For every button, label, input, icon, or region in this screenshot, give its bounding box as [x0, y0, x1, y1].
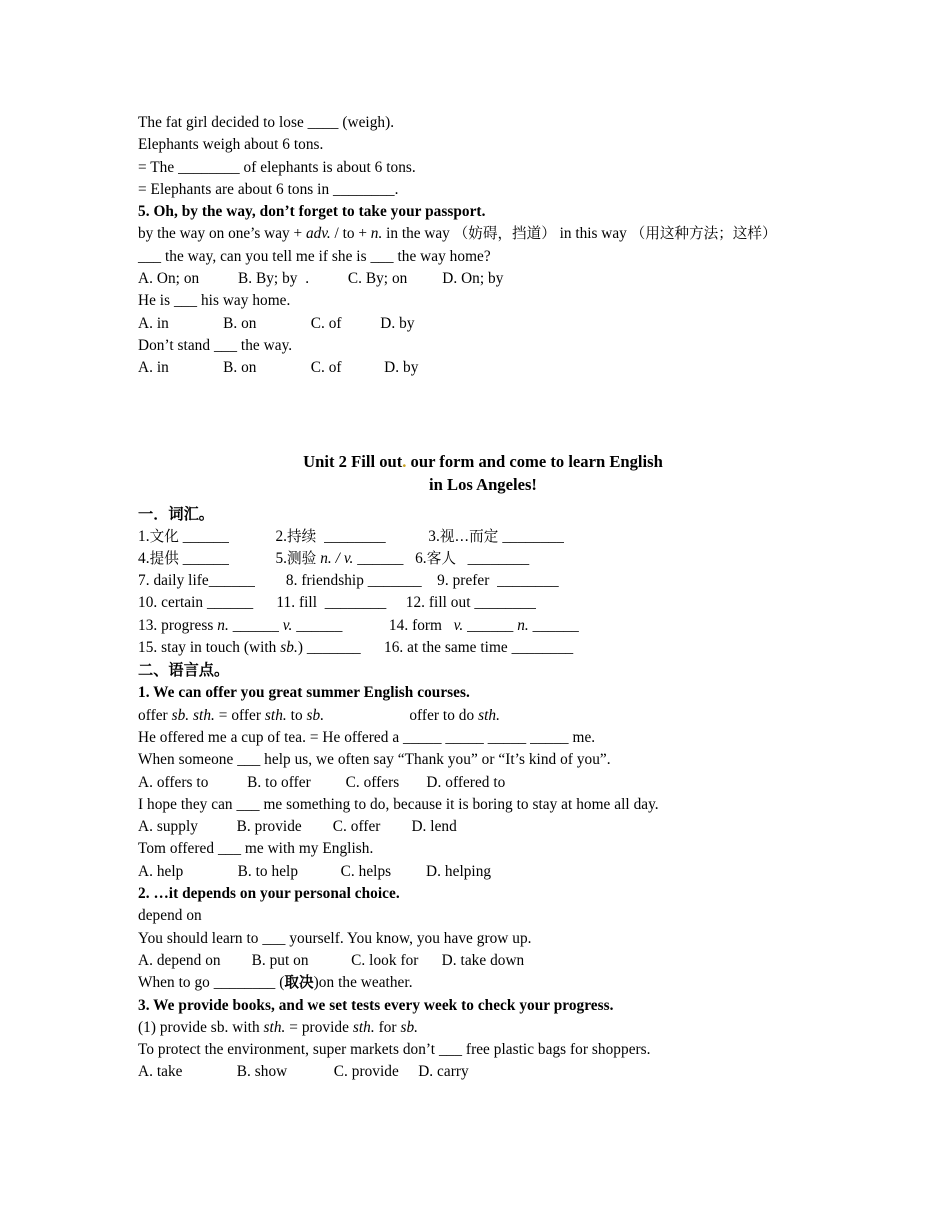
- phrase-gloss-cn: （妨碍，挡道）: [453, 225, 556, 243]
- vocab-text: 13. progress: [138, 616, 218, 634]
- abbr-n: n.: [370, 225, 383, 243]
- point-5-heading: 5. Oh, by the way, don’t forget to take your passport.: [138, 203, 486, 221]
- grammar-heading: 二、语言点。: [138, 661, 230, 680]
- vocab-num: 1.: [138, 527, 150, 545]
- vocab-text: 15. stay in touch (with: [138, 639, 281, 657]
- abbr-sth: sth.: [264, 706, 287, 724]
- question-line: I hope they can ___ me something to do, because it is boring to stay at home all day.: [138, 795, 659, 813]
- options-line: A. On; on B. By; by . C. By; on D. On; by: [138, 270, 504, 288]
- abbr-sth: sth.: [263, 1018, 286, 1036]
- abbr-sth: sth.: [478, 706, 500, 724]
- question-line: He is ___ his way home.: [138, 292, 291, 310]
- vocab-num: 3.: [428, 527, 440, 545]
- vocab-num: 6.: [415, 549, 427, 567]
- question-line: Don’t stand ___ the way.: [138, 336, 293, 354]
- vocab-row: 10. certain ______ 11. fill ________ 12. fill out ________: [138, 594, 536, 612]
- abbr-n: n.: [217, 616, 229, 634]
- vocab-blank: ______: [528, 616, 579, 634]
- phrase-text: / to +: [330, 225, 371, 243]
- vocab-heading: 一．词汇。: [138, 504, 214, 523]
- phrase-gloss-cn: （用这种方法；这样）: [630, 225, 777, 243]
- vocab-num: 2.: [275, 527, 288, 545]
- col-gap: [229, 528, 276, 545]
- question-line: To protect the environment, super markets don’t ___ free plastic bags for shoppers.: [138, 1041, 651, 1059]
- abbr-v: v.: [282, 616, 293, 634]
- options-line: A. in B. on C. of D. by: [138, 314, 415, 332]
- abbr-sb-sth: sb. sth.: [171, 706, 215, 724]
- vocab-blank: ______: [178, 527, 229, 545]
- vocab-cn: 持续: [287, 527, 317, 545]
- options-line: A. supply B. provide C. offer D. lend: [138, 818, 457, 836]
- vocab-cn: 视…而定: [439, 527, 499, 545]
- text-line: The fat girl decided to lose ____ (weigh).: [138, 114, 395, 131]
- question-line: When someone ___ help us, we often say “Thank you” or “It’s kind of you”.: [138, 751, 611, 769]
- question-line: Tom offered ___ me with my English.: [138, 840, 374, 858]
- vocab-blank: ______ 14. form: [292, 616, 454, 634]
- options-line: A. take B. show C. provide D. carry: [138, 1063, 469, 1081]
- vocab-num: 5.: [275, 549, 288, 567]
- col-gap: [386, 528, 429, 545]
- vocab-cn: 文化: [149, 527, 179, 545]
- vocab-blank: ______: [228, 616, 283, 634]
- point-3-heading: 3. We provide books, and we set tests every week to check your progress.: [138, 996, 614, 1014]
- vocab-row: [138, 548, 828, 570]
- question-text: )on the weather.: [313, 974, 413, 992]
- vocab-row: [138, 637, 828, 659]
- pattern-text: for: [374, 1018, 401, 1036]
- document-body: [138, 112, 828, 1084]
- vocab-num: 4.: [138, 549, 150, 567]
- text-line: = Elephants are about 6 tons in ________.: [138, 180, 399, 198]
- col-gap: [229, 550, 276, 567]
- vocab-blank: ______: [178, 549, 229, 567]
- pattern-text: = offer: [214, 706, 265, 724]
- point-2-heading: 2. …it depends on your personal choice.: [138, 885, 400, 903]
- point-1-heading: 1. We can offer you great summer English courses.: [138, 684, 470, 702]
- pattern-text: (1) provide sb. with: [138, 1018, 264, 1036]
- abbr-sth: sth.: [352, 1018, 375, 1036]
- phrase-explanation-line: [138, 223, 828, 245]
- phrase-line: depend on: [138, 907, 202, 925]
- unit-title-line2: in Los Angeles!: [429, 475, 537, 495]
- abbr-v: v.: [453, 616, 464, 634]
- vocab-cn: 提供: [149, 549, 179, 567]
- question-line: [138, 972, 828, 994]
- vocab-blank: ______: [353, 549, 404, 567]
- vocab-blank: ______: [463, 616, 518, 634]
- pattern-text: offer: [138, 706, 172, 724]
- abbr-n: n.: [517, 616, 529, 634]
- gloss-cn: 取决: [284, 974, 314, 992]
- options-line: A. offers to B. to offer C. offers D. offered to: [138, 773, 506, 791]
- phrase-text: in the way: [382, 225, 454, 243]
- pattern-line: [138, 1017, 828, 1039]
- unit-title: [138, 450, 828, 474]
- phrase-text: by the way on one’s way +: [138, 225, 306, 243]
- vocab-blank: ________: [455, 549, 530, 567]
- vocab-row: [138, 615, 828, 637]
- options-line: A. in B. on C. of D. by: [138, 359, 419, 377]
- text-line: = The ________ of elephants is about 6 tons.: [138, 158, 416, 176]
- vocab-row: 7. daily life______ 8. friendship _______ 9. prefer ________: [138, 572, 559, 590]
- vocab-blank: ) _______ 16. at the same time ________: [297, 639, 574, 657]
- example-line: He offered me a cup of tea. = He offered a _____ _____ _____ _____ me.: [138, 728, 596, 746]
- vocab-blank: ________: [498, 527, 564, 545]
- abbr-adv: adv.: [305, 225, 331, 243]
- vocab-abbr: n. / v.: [316, 549, 354, 567]
- pattern-text: = provide: [285, 1018, 353, 1036]
- question-line: ___ the way, can you tell me if she is ___ the way home?: [138, 247, 491, 265]
- col-gap: [403, 550, 415, 567]
- pattern-line: [138, 705, 828, 727]
- stray-mark: .: [402, 451, 407, 471]
- vocab-cn: 测验: [287, 549, 317, 567]
- options-line: A. help B. to help C. helps D. helping: [138, 862, 492, 880]
- pattern-gap: offer to do: [324, 706, 479, 724]
- vocab-cn: 客人: [426, 549, 456, 567]
- unit-title-part: Unit 2 Fill out: [303, 451, 403, 471]
- abbr-sb: sb.: [306, 706, 325, 724]
- pattern-text: to: [286, 706, 307, 724]
- phrase-text: in this way: [555, 225, 631, 243]
- vocab-blank: ________: [316, 527, 386, 545]
- abbr-sb: sb.: [400, 1018, 419, 1036]
- question-line: You should learn to ___ yourself. You know, you have grow up.: [138, 929, 532, 947]
- vocab-row: [138, 526, 828, 548]
- section-gap: [138, 380, 828, 450]
- options-line: A. depend on B. put on C. look for D. take down: [138, 951, 525, 969]
- question-text: When to go ________ (: [138, 974, 285, 992]
- text-line: Elephants weigh about 6 tons.: [138, 136, 324, 154]
- unit-title-part: our form and come to learn English: [406, 451, 663, 471]
- abbr-sb: sb.: [280, 639, 298, 657]
